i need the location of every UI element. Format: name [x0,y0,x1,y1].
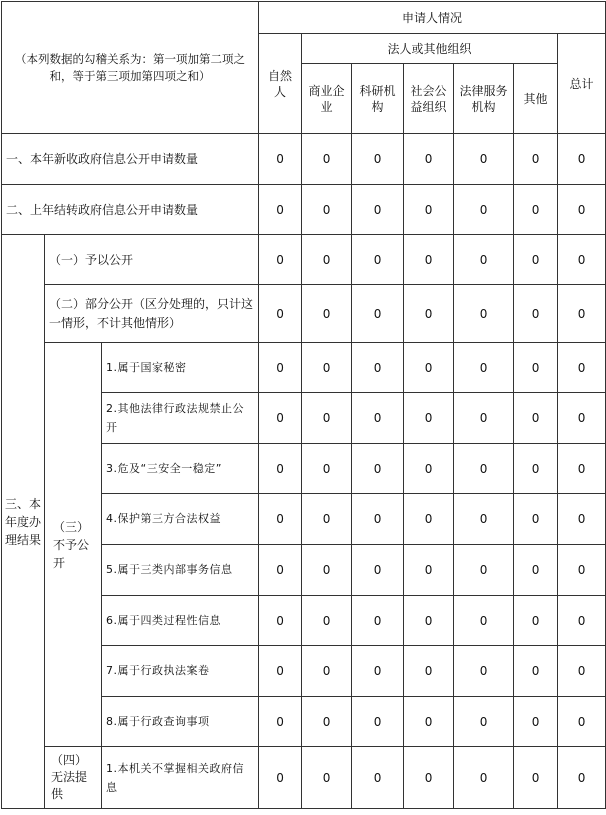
cell-value: 0 [259,747,302,809]
cell-value: 0 [352,185,404,235]
unable-label: （四）无法提供 [45,747,102,809]
cell-value: 0 [352,596,404,646]
table-row [2,343,606,393]
other-header: 其他 [514,64,558,134]
table-row [2,185,606,235]
cell-value: 0 [514,596,558,646]
cell-value: 0 [404,747,454,809]
cell-value: 0 [352,235,404,285]
cell-value: 0 [454,185,514,235]
not-disclose-item-label: 3.危及“三安全一稳定” [102,444,259,494]
total-header: 总计 [558,34,606,134]
cell-value: 0 [404,494,454,545]
cell-value: 0 [454,444,514,494]
social-welfare-header: 社会公益组织 [404,64,454,134]
cell-value: 0 [558,134,606,185]
cell-value: 0 [514,343,558,393]
gov-info-disclosure-table [1,1,606,809]
cell-value: 0 [514,747,558,809]
partial-label: （二）部分公开（区分处理的，只计这一情形，不计其他情形） [45,285,259,343]
cell-value: 0 [404,697,454,747]
cell-value: 0 [514,444,558,494]
research-header: 科研机构 [352,64,404,134]
cell-value: 0 [404,185,454,235]
cell-value: 0 [558,494,606,545]
table-row [2,134,606,185]
cell-value: 0 [558,393,606,444]
cell-value: 0 [454,235,514,285]
unable-item-label: 1.本机关不掌握相关政府信息 [102,747,259,809]
cell-value: 0 [302,596,352,646]
legal-service-header: 法律服务机构 [454,64,514,134]
cell-value: 0 [302,285,352,343]
cell-value: 0 [454,285,514,343]
cell-value: 0 [514,646,558,697]
cell-value: 0 [352,444,404,494]
cell-value: 0 [404,596,454,646]
cell-value: 0 [302,393,352,444]
cell-value: 0 [514,697,558,747]
cell-value: 0 [454,393,514,444]
not-disclose-item-label: 4.保护第三方合法权益 [102,494,259,545]
not-disclose-item-label: 6.属于四类过程性信息 [102,596,259,646]
cell-value: 0 [558,545,606,596]
cell-value: 0 [514,285,558,343]
cell-value: 0 [514,185,558,235]
not-disclose-item-label: 5.属于三类内部事务信息 [102,545,259,596]
cell-value: 0 [302,444,352,494]
cell-value: 0 [352,747,404,809]
natural-person-header: 自然人 [259,34,302,134]
cell-value: 0 [259,545,302,596]
cell-value: 0 [558,343,606,393]
cell-value: 0 [302,134,352,185]
cell-value: 0 [352,134,404,185]
cell-value: 0 [404,235,454,285]
results-section-label: 三、本年度办理结果 [2,235,45,809]
cell-value: 0 [454,747,514,809]
cell-value: 0 [302,185,352,235]
cell-value: 0 [352,343,404,393]
cell-value: 0 [514,494,558,545]
table-row [2,235,606,285]
cell-value: 0 [558,185,606,235]
cell-value: 0 [454,545,514,596]
cell-value: 0 [404,444,454,494]
cell-value: 0 [404,393,454,444]
cell-value: 0 [514,545,558,596]
cell-value: 0 [302,343,352,393]
legal-and-other-header: 法人或其他组织 [302,34,558,64]
cell-value: 0 [259,185,302,235]
carried-over-label: 二、上年结转政府信息公开申请数量 [2,185,259,235]
cell-value: 0 [302,697,352,747]
cell-value: 0 [259,134,302,185]
cell-value: 0 [404,134,454,185]
cell-value: 0 [558,747,606,809]
cell-value: 0 [259,285,302,343]
cell-value: 0 [352,646,404,697]
cell-value: 0 [514,235,558,285]
cell-value: 0 [302,494,352,545]
cell-value: 0 [352,545,404,596]
cell-value: 0 [404,646,454,697]
not-disclose-item-label: 7.属于行政执法案卷 [102,646,259,697]
not-disclose-label: （三）不予公开 [45,343,102,747]
not-disclose-item-label: 1.属于国家秘密 [102,343,259,393]
cell-value: 0 [259,494,302,545]
table-row [2,747,606,809]
cell-value: 0 [259,646,302,697]
cell-value: 0 [259,444,302,494]
cell-value: 0 [259,697,302,747]
disclose-label: （一）予以公开 [45,235,259,285]
cell-value: 0 [404,545,454,596]
cell-value: 0 [454,697,514,747]
cell-value: 0 [302,646,352,697]
applicant-situation-header: 申请人情况 [259,2,606,34]
table-note: （本列数据的勾稽关系为：第一项加第二项之和，等于第三项加第四项之和） [2,2,259,134]
cell-value: 0 [454,134,514,185]
cell-value: 0 [514,393,558,444]
cell-value: 0 [352,393,404,444]
cell-value: 0 [558,596,606,646]
cell-value: 0 [352,494,404,545]
not-disclose-item-label: 2.其他法律行政法规禁止公开 [102,393,259,444]
cell-value: 0 [302,235,352,285]
cell-value: 0 [259,596,302,646]
new-requests-label: 一、本年新收政府信息公开申请数量 [2,134,259,185]
cell-value: 0 [259,343,302,393]
cell-value: 0 [259,235,302,285]
cell-value: 0 [558,235,606,285]
cell-value: 0 [352,285,404,343]
cell-value: 0 [302,747,352,809]
cell-value: 0 [454,494,514,545]
cell-value: 0 [454,343,514,393]
cell-value: 0 [259,393,302,444]
cell-value: 0 [352,697,404,747]
cell-value: 0 [558,444,606,494]
cell-value: 0 [302,545,352,596]
cell-value: 0 [404,343,454,393]
cell-value: 0 [454,646,514,697]
cell-value: 0 [514,134,558,185]
cell-value: 0 [558,697,606,747]
cell-value: 0 [404,285,454,343]
not-disclose-item-label: 8.属于行政查询事项 [102,697,259,747]
commercial-header: 商业企业 [302,64,352,134]
cell-value: 0 [454,596,514,646]
cell-value: 0 [558,646,606,697]
table-row [2,285,606,343]
cell-value: 0 [558,285,606,343]
